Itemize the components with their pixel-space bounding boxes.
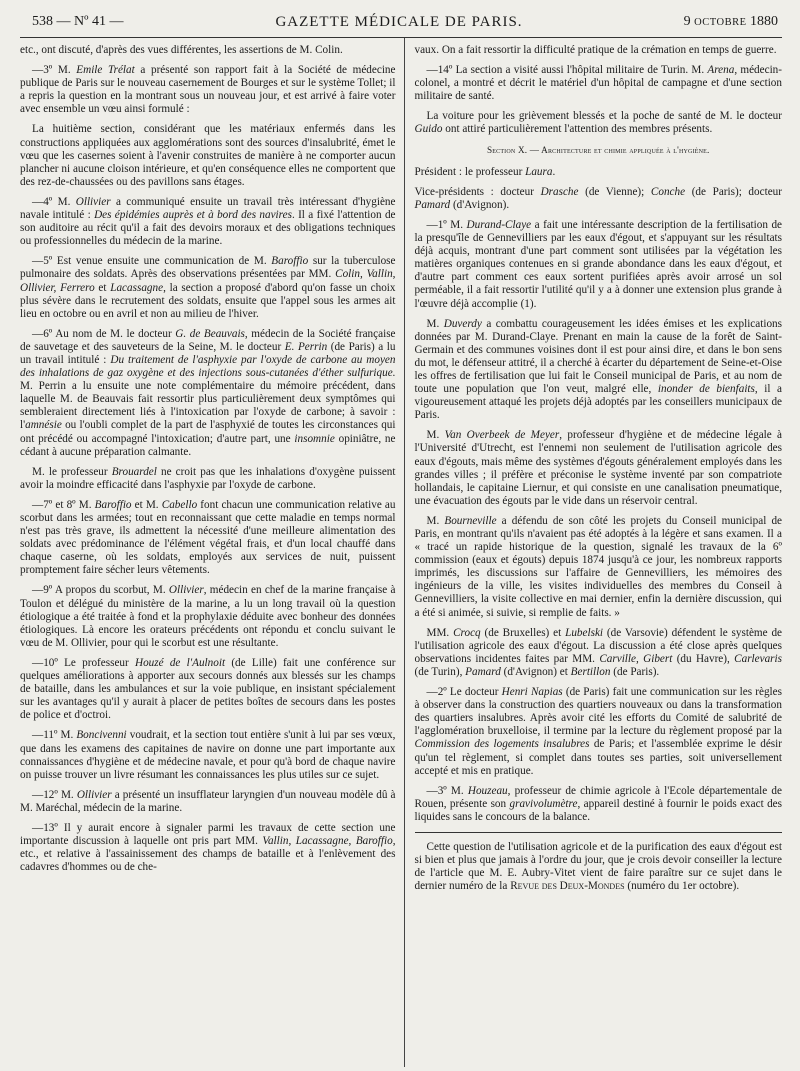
italic-text: insomnie [294, 432, 335, 445]
text-run: , la section a proposé d'abord qu'on fasse un choix plus sévère dans le recrutement des soldats, ensuite que l'appel sous les armes ait lieu en octobre ou en avril et non au milieu de l'hiver. [20, 281, 396, 320]
text-run: . [552, 165, 556, 178]
article-columns [20, 44, 782, 1067]
italic-text: G. de Beauvais [175, 327, 245, 340]
text-run: etc., ont discuté, d'après des vues différentes, les assertions de M. Colin. [20, 44, 343, 56]
text-run: Cette question de l'utilisation agricole et de la purification des eaux d'égout est si bien et plus que jamais à l'ordre du jour, que je crois devoir conseiller la lecture de l'article que M. E. Aubry-Vitet vient de faire paraître sur ce sujet dans le dernier numéro de la [414, 840, 782, 893]
paragraph [415, 186, 783, 212]
paragraph [20, 255, 396, 320]
text-run: (du Havre), [672, 652, 735, 665]
header-rule [20, 37, 782, 38]
text-run: et M. [131, 498, 162, 511]
text-run: —10º Le professeur [32, 656, 135, 669]
page-number: 538 [32, 14, 53, 29]
paragraph [20, 196, 396, 248]
text-run: (de Bruxelles) et [480, 626, 566, 639]
paragraph [415, 841, 783, 893]
right-column [405, 44, 783, 1067]
italic-text: Pamard [465, 665, 501, 678]
italic-text: Durand-Claye [466, 218, 532, 231]
italic-text: Pamard [414, 198, 451, 211]
italic-text: Cabello [161, 498, 198, 511]
paragraph [415, 686, 783, 778]
text-run: —11º M. [32, 729, 77, 742]
section-heading [415, 144, 783, 157]
text-run: a communiqué ensuite un travail très intéressant d'hygiène navale intitulé : [20, 195, 396, 222]
italic-text: Houzé de l'Aulnoit [134, 656, 226, 669]
text-run: font chacun une communication relative au scorbut dans les armées; tout en reconnaissant que cette maladie en temps normal n'est pas très grave, ils admettent la nécessité d'une meilleure alimentation des soldats avec prédominance de l'élément végétal frais, et d'un local chauffé dans chaque caserne, où les soldats, employés aux services de nuit, puissent promptement faire sécher leurs vêtements. [20, 498, 396, 577]
text-run: —12º M. [32, 788, 77, 801]
italic-text: Brouardel [111, 465, 157, 478]
italic-text: Commission des logements insalubres [414, 738, 590, 751]
text-run: (de Paris); docteur [685, 185, 782, 198]
italic-text: Bourneville [444, 514, 497, 527]
text-run: a défendu de son côté les projets du Conseil municipal de Paris, en montrant qu'ils n'avaient pas été adoptés à la légère et sans examen. Il a « tracé un rapide historique de la question, signalé les travaux de la 6º commission (eaux et égouts) depuis 1874 jusqu'à ce jour, les nombreux rapports imprimés, les discussions sur l'affaire de Gennevilliers, les mémoires des ingénieurs de la ville, les visites individuelles des membres du Conseil à Gennevilliers, la visite collective en mai dernier, enfin la dernière discussion, qui a été si animée, si suivie, si remplie de faits. » [414, 514, 783, 619]
text-run: M. Perrin a lu ensuite une note complémentaire du mémoire précédent, dans laquelle M. de Beauvais fait ressortir plus particulièrement deux symptômes qui sembleraient directement liés à l'intoxication par l'oxyde de carbone; à savoir : l' [20, 380, 396, 432]
text-run: —14º La section a visité aussi l'hôpital militaire de Turin. M. [426, 64, 708, 77]
text-run: de Paris; et l'assemblée exprime le désir qu'un tel règlement, si complet dans toutes ses parties, soit universellement accepté et mis en pratique. [414, 738, 782, 777]
text-run: voudrait, et la section tout entière s'unit à lui par ses vœux, que dans les examens des capitaines de navire on donne une part importante aux connaissances d'hygiène et de médecine navale, et pour qu'à bord de chaque navire on puisse trouver un livre résumant les connaissances les plus utiles sur ce sujet. [20, 729, 396, 781]
italic-text: Baroffio [94, 498, 132, 511]
text-run: a combattu courageusement les idées émises et les explications données par M. Durand-Claye. Prenant en main la cause de la forêt de Saint-Germain et des communes voisines dont il est pour ainsi dire, et dans le bon sens du mot, le défenseur attitré, il a cherché à écarter du département de Seine-et-Oise les offres de fertilisation que lui fait le Conseil municipal de Paris, et au nom de toute une population que l'on veut, malgré elle, [414, 317, 782, 396]
text-run: a présenté son rapport fait à la Société de médecine publique de Paris sur le nouveau casernement de Bourges et sur le système Tollet; il a repris la question en la montrant sous un nouveau jour, et est arrivé à faire voter avec ensemble un vœu ainsi formulé : [20, 64, 396, 116]
text-run: (de Varsovie) défendent le système de l'utilisation agricole des eaux d'égout. La discussion a été close après quelques observations incidentes faites par MM. [414, 626, 783, 665]
italic-text: Carville, Gibert [599, 652, 673, 665]
text-run: , médecin de la Société française de sauvetage et des sauveteurs de la Seine, M. le docteur [20, 327, 396, 353]
paragraph [20, 729, 396, 781]
paragraph [20, 789, 396, 815]
text-run: vaux. On a fait ressortir la difficulté pratique de la crémation en temps de guerre. [414, 44, 777, 56]
text-run: La voiture pour les grièvement blessés et la poche de santé de M. le docteur [426, 110, 782, 123]
text-run: ont attiré particulièrement l'attention des membres présents. [442, 123, 713, 136]
paragraph [415, 64, 783, 103]
paragraph [20, 499, 396, 578]
text-run: Vice-présidents : docteur [414, 185, 541, 198]
paragraph [415, 429, 783, 508]
text-run: —6º Au nom de M. le docteur [32, 327, 176, 340]
italic-text: Lubelski [565, 626, 604, 639]
italic-text: Ollivier [75, 195, 111, 208]
paragraph [415, 110, 783, 136]
text-run: , médecin en chef de la marine française à Toulon et délégué du ministère de la marine, a lu un long travail où la question étiologique a été traitée à fond et la prophylaxie déduite avec bonheur des données étiologiques. Là encore les orateurs précédents ont répondu et conclu suivant le vœu de M. Ollivier, pour qui le scorbut est une résultante. [20, 584, 396, 649]
italic-text: Laura [525, 165, 553, 178]
text-run: , professeur de chimie agricole à l'Ecole départementale de Rouen, présente son [414, 784, 782, 810]
italic-text: Arena [707, 64, 735, 77]
journal-title: GAZETTE MÉDICALE DE PARIS. [275, 14, 523, 30]
text-run: —3º M. [426, 784, 468, 797]
paragraph [415, 44, 783, 57]
text-run: La huitième section, considérant que les matériaux enfermés dans les constructions appliquées aux agglomérations sont des sources d'insalubrité, émet le vœu que les casernes soient à l'avenir construites de manière à ne comporter aucun plancher ni aucune cloison intérieure, et qu'en conséquence elles ne comportent que des rez-de-chaussées ou des pavillons sans étages. [20, 123, 396, 188]
text-run: —2º Le docteur [426, 686, 502, 699]
italic-text: Guido [414, 123, 443, 136]
italic-text: Conche [650, 185, 686, 198]
text-run: ou l'oubli complet de la part de l'asphyxié de toutes les circonstances qui ont précédé ou accompagné l'intoxication; d'autre part, une [20, 419, 396, 445]
paragraph [415, 785, 783, 824]
italic-text: Carlevaris [734, 652, 782, 665]
date-month: OCTOBRE [694, 17, 747, 28]
text-run: opiniâtre, ne cédant à aucune préparation calmante. [20, 432, 396, 458]
text-run: (d'Avignon). [450, 198, 510, 211]
italic-text: amnésie [25, 419, 62, 432]
italic-text: Baroffio [271, 255, 309, 268]
text-run: (de Lille) fait une conférence sur quelques améliorations à apporter aux secours donnés aux blessés sur les champs de bataille, dans les ambulances et sur la voie publique, en insistant spécialement sur les avantages qu'il y aurait à placer de petites boîtes de secours dans les postes de police et d'octroi. [20, 656, 396, 722]
paragraph [20, 64, 396, 116]
text-run: , etc., et relative à l'assainissement des champs de bataille et à l'enlèvement des cadavres d'hommes ou de che- [20, 835, 396, 874]
italic-text: Houzeau [467, 784, 508, 797]
italic-text: Bertillon [570, 665, 611, 678]
text-run: sur la tuberculose pulmonaire des soldats. Après des observations présentées par MM. [20, 255, 396, 281]
date-year: 1880 [750, 14, 778, 29]
italic-text: Colin, Vallin, Ollivier, Ferrero [20, 268, 396, 294]
italic-text: Duverdy [443, 317, 482, 330]
text-run: M. [426, 429, 445, 442]
date-day: 9 [683, 14, 691, 29]
text-run: (de Turin), [414, 665, 466, 678]
paragraph [415, 515, 783, 620]
italic-text: inonder de bienfaits [657, 383, 755, 396]
text-run: —3º M. [32, 64, 77, 77]
italic-text: Crocq [453, 626, 481, 639]
text-run: M. [426, 317, 444, 330]
text-run: Président : le professeur [414, 165, 526, 178]
paragraph [415, 627, 783, 679]
paragraph [20, 466, 396, 492]
italic-text: Van Overbeek de Meyer [444, 429, 560, 442]
paragraph [20, 822, 396, 874]
text-run: (de Paris) a lu un travail intitulé : [20, 340, 396, 366]
paragraph [20, 657, 396, 722]
italic-text: Des épidémies auprès et à bord des navires [94, 209, 292, 222]
paragraph [20, 123, 396, 188]
text-run: , il a vigoureusement attaqué les projets déjà adoptés par les conseillers municipaux de Paris. [414, 383, 782, 422]
text-run: (de Vienne); [578, 185, 651, 198]
italic-text: Henri Napias [501, 686, 563, 699]
italic-text: E. Perrin [284, 340, 328, 353]
page-header [20, 8, 778, 30]
italic-text: Lacassagne [110, 281, 164, 294]
italic-text: Emile Trélat [76, 64, 135, 77]
italic-text: Drasche [540, 185, 579, 198]
italic-text: gravivolumètre [509, 797, 578, 810]
issue-number: — Nº 41 — [56, 14, 124, 29]
italic-text: Ollivier [76, 788, 112, 801]
text-run: (numéro du 1er octobre). [624, 880, 740, 893]
text-run: —9º A propos du scorbut, M. [32, 584, 169, 597]
text-run: . Il a fixé l'attention de son auditoire au récit qu'il a fait des devoirs moraux et des obligations techniques ou professionnelles du médecin de la marine. [20, 209, 396, 248]
issue-date [684, 12, 778, 33]
text-run: a présenté un insufflateur laryngien d'un nouveau modèle dû à M. Maréchal, médecin de la marine. [20, 788, 396, 814]
italic-text: Boncivenni [76, 729, 127, 742]
italic-text: Ollivier [168, 584, 204, 597]
text-run: —7º et 8º M. [32, 498, 95, 511]
text-run: et [94, 281, 111, 294]
paragraph [415, 318, 783, 423]
italic-text: Vallin, Lacassagne, Baroffio [262, 835, 393, 848]
text-run: a fait une intéressante description de la fertilisation de la presqu'île de Gennevilliers par les eaux d'égout, et s'appuyant sur les résultats déjà acquis, montrant d'une part comment sont utilisées par la végétation les matières organiques contenues en si grande abondance dans les eaux d'égout, et d'autre part comment ces eaux sortent purifiées après avoir arrosé un sol perméable, il a fait ressortir l'utilité qu'il y a à donner une extension plus grande à l'œuvre déjà accomplie (1). [414, 218, 783, 310]
text-run: , appareil destiné à fournir le poids exact des liquides sans le concours de la balance. [414, 797, 782, 823]
text-run: (de Paris) fait une communication sur les règles à observer dans la construction des quartiers nouveaux ou dans la transformation des quartiers insalubres. Après avoir cité les efforts du Comité de salubrité de l'agglomération bruxelloise, il termine par la lecture du règlement proposé par la [414, 686, 782, 738]
left-column [20, 44, 404, 1067]
paragraph [415, 219, 783, 311]
footnote-rule [415, 832, 783, 833]
text-run: (de Paris). [610, 665, 660, 678]
paragraph [20, 44, 396, 57]
paragraph [415, 166, 783, 179]
text-run: (d'Avignon) et [500, 665, 571, 678]
text-run: —4º M. [32, 195, 76, 208]
text-run: —5º Est venue ensuite une communication de M. [32, 255, 272, 268]
text-run: , professeur d'hygiène et de médecine légale à l'Université d'Utrecht, est l'ennemi non seulement de l'utilisation agricole des eaux d'égouts, mais même des systèmes d'égouts généralement employés dans les grandes villes ; il préfère et préconise le système inventé par son compatriote hollandais, le capitaine Liernur, et qui consiste en une canalisation pneumatique, une évacuation des égouts par le vide dans un réservoir central. [414, 429, 783, 507]
italic-text: Du traitement de l'asphyxie par l'oxyde de carbone au moyen des inhalations de gaz oxygène et des injections sous-cutanées d'éther sulfurique. [20, 353, 396, 380]
text-run: ne croit pas que les inhalations d'oxygène puissent avoir la moindre efficacité dans l'asphyxie par l'oxyde de carbone. [20, 465, 396, 491]
text-run: , médecin-colonel, a montré et décrit le matériel d'un hôpital de campagne et d'une section militaire de santé. [414, 64, 782, 103]
text-run: Section X. — Architecture et chimie appliquée à l'hygiène. [486, 144, 710, 155]
text-run: M. [426, 514, 445, 527]
text-run: MM. [426, 626, 454, 639]
text-run: —13º Il y aurait encore à signaler parmi les travaux de cette section une importante discussion à laquelle ont pris part MM. [20, 821, 396, 848]
paragraph [20, 584, 396, 649]
paragraph [20, 328, 396, 459]
text-run: —1º M. [426, 218, 467, 231]
text-run: Revue des Deux-Mondes [510, 880, 625, 893]
text-run: M. le professeur [32, 465, 112, 478]
